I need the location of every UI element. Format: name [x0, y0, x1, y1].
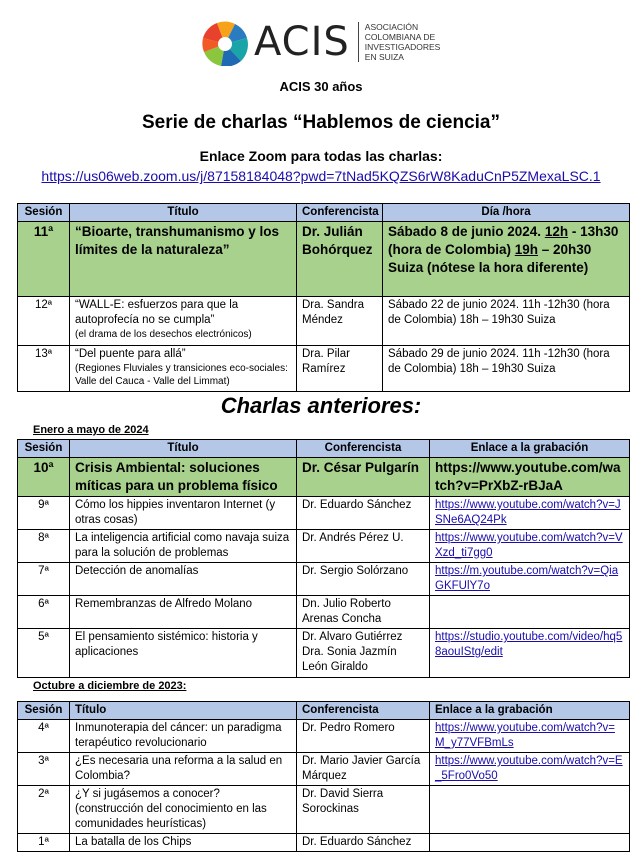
table-row: [18, 786, 630, 834]
period-label: Octubre a diciembre de 2023:: [33, 680, 187, 692]
recording-link[interactable]: https://www.youtube.com/watch?v=JSNe6AQ24Pk: [430, 497, 630, 530]
col-header-title: Título: [70, 204, 297, 222]
col-header-session: Sesión: [18, 702, 70, 720]
session-number: 5ª: [18, 629, 70, 678]
speaker: Dr. César Pulgarín: [297, 458, 430, 497]
speaker: Dr. Pedro Romero: [297, 720, 430, 753]
recording-link[interactable]: https://www.youtube.com/watch?v=E_5Fro0Vo50: [430, 753, 630, 786]
talk-title: ¿Y si jugásemos a conocer? (construcción del conocimiento en las comunidades heurísticas): [70, 786, 297, 834]
talk-title: Inmunoterapia del cáncer: un paradigma terapéutico revolucionario: [70, 720, 297, 753]
talk-title: Cómo los hippies inventaron Internet (y otras cosas): [70, 497, 297, 530]
session-number: 9ª: [18, 497, 70, 530]
talk-date: [383, 222, 630, 297]
zoom-link[interactable]: https://us06web.zoom.us/j/87158184048?pwd=7tNad5KQZS6rW8KaduCnP5ZMexaLSC.1: [41, 168, 601, 184]
col-header-recording: Enlace a la grabación: [430, 440, 630, 458]
logo-sub-line: EN SUIZA: [364, 52, 404, 62]
col-header-title: Título: [70, 440, 297, 458]
col-header-speaker: Conferencista: [297, 440, 430, 458]
session-number: 7ª: [18, 563, 70, 596]
table-row: [18, 563, 630, 596]
date-text: Sábado 8 de junio 2024.: [388, 224, 545, 239]
table-row: [18, 720, 630, 753]
session-number: 3ª: [18, 753, 70, 786]
speaker: Dr. Sergio Solórzano: [297, 563, 430, 596]
upcoming-talks-table: [17, 203, 630, 392]
session-number: 6ª: [18, 596, 70, 629]
col-header-speaker: Conferencista: [297, 702, 430, 720]
table-row: [18, 297, 630, 346]
session-number: 13ª: [18, 346, 70, 392]
session-number: 12ª: [18, 297, 70, 346]
col-header-title: Título: [70, 702, 297, 720]
previous-talks-table-2023: [17, 701, 630, 852]
logo-sub-line: COLOMBIANA DE: [364, 32, 436, 42]
speaker: Dr. Eduardo Sánchez: [297, 497, 430, 530]
session-number: 1ª: [18, 834, 70, 852]
table-row: [18, 458, 630, 497]
talk-subtitle: (el drama de los desechos electrónicos): [75, 329, 252, 340]
table-row: [18, 346, 630, 392]
table-header-row: [18, 204, 630, 222]
talk-title: La batalla de los Chips: [70, 834, 297, 852]
table-row: [18, 530, 630, 563]
date-text: - 13h30 (hora de Colombia): [388, 224, 619, 257]
col-header-date: Día /hora: [383, 204, 630, 222]
talk-title: “Bioarte, transhumanismo y los límites de la naturaleza”: [70, 222, 297, 297]
col-header-session: Sesión: [18, 204, 70, 222]
recording-link[interactable]: https://www.youtube.com/watch?v=VXzd_ti7gg0: [430, 530, 630, 563]
table-header-row: [18, 702, 630, 720]
talk-date: Sábado 22 de junio 2024. 11h -12h30 (hora de Colombia) 18h – 19h30 Suiza: [383, 297, 630, 346]
speaker: Dr. Eduardo Sánchez: [297, 834, 430, 852]
talk-subtitle: (Regiones Fluviales y transiciones eco-sociales: Valle del Cauca - Valle del Limmat): [75, 363, 288, 387]
talk-title: Crisis Ambiental: soluciones míticas para un problema físico: [70, 458, 297, 497]
recording-link-empty: [430, 834, 630, 852]
date-text: – 20h30 Suiza (nótese la hora diferente): [388, 242, 592, 275]
logo-sub-line: ASOCIACIÓN: [364, 22, 419, 32]
recording-link-empty: [430, 596, 630, 629]
session-number: 11ª: [18, 222, 70, 297]
recording-link[interactable]: https://www.youtube.com/watch?v=M_y77VFBmLs: [430, 720, 630, 753]
recording-link-empty: [430, 786, 630, 834]
speaker: Dra. Pilar Ramírez: [297, 346, 383, 392]
previous-talks-table-2024: [17, 439, 630, 678]
acis-logo-mark-icon: [200, 18, 250, 66]
talk-title: La inteligencia artificial como navaja suiza para la solución de problemas: [70, 530, 297, 563]
talk-title: El pensamiento sistémico: historia y aplicaciones: [70, 629, 297, 678]
col-header-recording: Enlace a la grabación: [430, 702, 630, 720]
speaker: Dr. Alvaro Gutiérrez Dra. Sonia Jazmín León Giraldo: [297, 629, 430, 678]
session-number: 8ª: [18, 530, 70, 563]
col-header-speaker: Conferencista: [297, 204, 383, 222]
table-row: [18, 753, 630, 786]
zoom-label: Enlace Zoom para todas las charlas:: [199, 148, 443, 164]
logo-subtitle: [365, 22, 441, 62]
speaker: Dr. Julián Bohórquez: [297, 222, 383, 297]
date-text: 19h: [514, 242, 539, 257]
table-row: [18, 629, 630, 678]
talk-title: Remembranzas de Alfredo Molano: [70, 596, 297, 629]
session-number: 2ª: [18, 786, 70, 834]
talk-title: [70, 346, 297, 392]
recording-link[interactable]: https://m.youtube.com/watch?v=QiaGKFUlY7o: [430, 563, 630, 596]
table-row: [18, 834, 630, 852]
talk-title: Detección de anomalías: [70, 563, 297, 596]
talk-title: ¿Es necesaria una reforma a la salud en Colombia?: [70, 753, 297, 786]
talk-title: [70, 297, 297, 346]
acis-logo: [200, 18, 440, 66]
session-number: 4ª: [18, 720, 70, 753]
speaker: Dn. Julio Roberto Arenas Concha: [297, 596, 430, 629]
table-row: [18, 222, 630, 297]
date-text: 12h: [544, 224, 569, 239]
recording-link[interactable]: https://studio.youtube.com/video/hq58aouIStg/edit: [430, 629, 630, 678]
col-header-session: Sesión: [18, 440, 70, 458]
period-label: Enero a mayo de 2024: [33, 424, 149, 436]
talk-date: Sábado 29 de junio 2024. 11h -12h30 (hora de Colombia) 18h – 19h30 Suiza: [383, 346, 630, 392]
page-title: Serie de charlas “Hablemos de ciencia”: [141, 112, 500, 133]
speaker: Dra. Sandra Méndez: [297, 297, 383, 346]
speaker: Dr. David Sierra Sorockinas: [297, 786, 430, 834]
recording-link[interactable]: https://www.youtube.com/watch?v=PrXbZ-rBJaA: [430, 458, 630, 497]
talk-title-text: “WALL-E: esfuerzos para que la autoprofecía no se cumpla”: [75, 299, 239, 326]
talk-title-text: “Del puente para allá”: [75, 348, 186, 360]
previous-talks-heading: Charlas anteriores:: [220, 393, 422, 418]
logo-sub-line: INVESTIGADORES: [364, 42, 441, 52]
table-row: [18, 596, 630, 629]
speaker: Dr. Mario Javier García Márquez: [297, 753, 430, 786]
table-header-row: [18, 440, 630, 458]
table-row: [18, 497, 630, 530]
logo-word: ACIS: [254, 19, 350, 65]
speaker: Dr. Andrés Pérez U.: [297, 530, 430, 563]
session-number: 10ª: [18, 458, 70, 497]
anniversary-subtitle: ACIS 30 años: [279, 79, 363, 94]
logo-divider: [358, 22, 359, 62]
